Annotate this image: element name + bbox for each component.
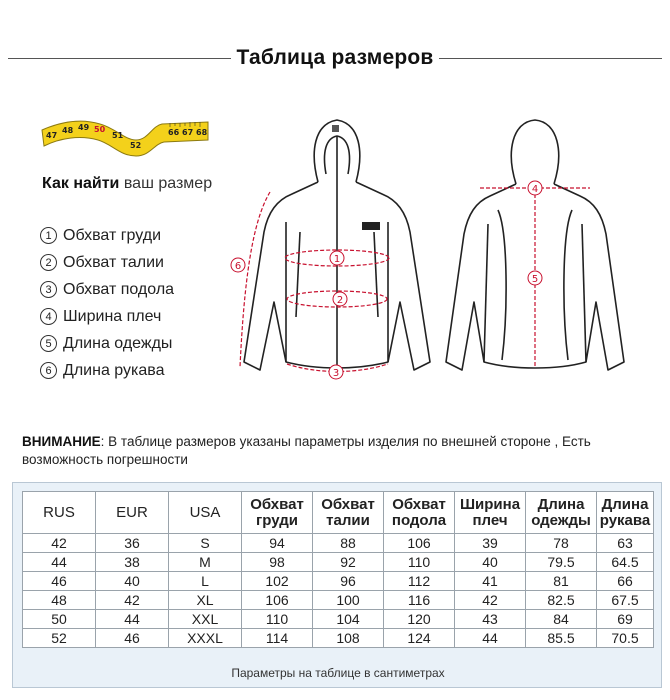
- table-cell: XL: [169, 591, 242, 610]
- table-cell: 44: [455, 629, 526, 648]
- measurement-item: [40, 276, 174, 303]
- table-cell: 88: [313, 534, 384, 553]
- tape-num: 50: [94, 125, 106, 134]
- table-cell: 85.5: [526, 629, 597, 648]
- size-table: [22, 491, 654, 648]
- table-cell: 36: [96, 534, 169, 553]
- table-cell: 79.5: [526, 553, 597, 572]
- measurement-list: [40, 222, 174, 384]
- table-cell: 104: [313, 610, 384, 629]
- header-waist: Обхват талии: [313, 492, 384, 534]
- table-cell: 46: [23, 572, 96, 591]
- measurement-item: [40, 330, 174, 357]
- table-cell: 38: [96, 553, 169, 572]
- table-cell: L: [169, 572, 242, 591]
- tape-num: 67: [182, 128, 194, 137]
- table-row: [23, 534, 654, 553]
- tape-num: 66: [168, 128, 180, 137]
- marker-6: 6: [234, 261, 242, 272]
- table-cell: 43: [455, 610, 526, 629]
- measurement-label: Ширина плеч: [63, 307, 162, 325]
- table-cell: 52: [23, 629, 96, 648]
- table-cell: 69: [597, 610, 654, 629]
- measurement-label: Обхват подола: [63, 280, 175, 298]
- attention-text: : В таблице размеров указаны параметры изделия по внешней стороне , Есть возможность погрешности: [22, 434, 591, 467]
- table-cell: 124: [384, 629, 455, 648]
- table-cell: 50: [23, 610, 96, 629]
- table-cell: 67.5: [597, 591, 654, 610]
- number-circle: 4: [40, 308, 57, 325]
- table-cell: 64.5: [597, 553, 654, 572]
- table-cell: 106: [242, 591, 313, 610]
- number-circle: 3: [40, 281, 57, 298]
- table-cell: 48: [23, 591, 96, 610]
- table-cell: 46: [96, 629, 169, 648]
- table-cell: 39: [455, 534, 526, 553]
- tape-num: 48: [62, 126, 74, 135]
- marker-5: 5: [531, 274, 539, 285]
- number-circle: 5: [40, 335, 57, 352]
- table-row: [23, 591, 654, 610]
- jacket-front-diagram: [222, 112, 442, 387]
- table-cell: 96: [313, 572, 384, 591]
- table-cell: 98: [242, 553, 313, 572]
- table-cell: 40: [96, 572, 169, 591]
- measurement-item: [40, 222, 174, 249]
- number-circle: 1: [40, 227, 57, 244]
- number-circle: 2: [40, 254, 57, 271]
- number-circle: 6: [40, 362, 57, 379]
- table-cell: XXXL: [169, 629, 242, 648]
- tape-measure-icon: [40, 100, 210, 160]
- tape-num: 68: [196, 128, 208, 137]
- table-footnote: Параметры на таблице в сантиметрах: [231, 666, 445, 680]
- measurement-label: Длина одежды: [63, 334, 173, 352]
- table-cell: M: [169, 553, 242, 572]
- measurement-label: Обхват груди: [63, 226, 162, 244]
- header-usa: USA: [169, 492, 242, 534]
- header-sleeve: Длина рукава: [597, 492, 654, 534]
- size-table-panel: [12, 482, 662, 688]
- header-shoulders: Ширина плеч: [455, 492, 526, 534]
- tape-num: 47: [46, 131, 58, 140]
- header-length: Длина одежды: [526, 492, 597, 534]
- table-cell: 42: [96, 591, 169, 610]
- table-cell: 70.5: [597, 629, 654, 648]
- table-cell: 110: [384, 553, 455, 572]
- table-cell: 42: [455, 591, 526, 610]
- table-cell: 116: [384, 591, 455, 610]
- header-eur: EUR: [96, 492, 169, 534]
- marker-1: 1: [333, 254, 341, 265]
- table-cell: S: [169, 534, 242, 553]
- marker-4: 4: [531, 184, 539, 195]
- table-header-row: [23, 492, 654, 534]
- table-cell: 44: [96, 610, 169, 629]
- table-cell: 40: [455, 553, 526, 572]
- table-cell: 66: [597, 572, 654, 591]
- jacket-back-diagram: [438, 112, 628, 387]
- table-cell: 102: [242, 572, 313, 591]
- table-row: [23, 610, 654, 629]
- tape-num: 49: [78, 123, 90, 132]
- table-cell: 92: [313, 553, 384, 572]
- page-title: Таблица размеров: [236, 46, 434, 69]
- howto-normal: ваш размер: [123, 175, 213, 192]
- table-cell: 44: [23, 553, 96, 572]
- title-box: [231, 42, 439, 74]
- table-cell: 106: [384, 534, 455, 553]
- marker-2: 2: [336, 295, 344, 306]
- table-cell: 42: [23, 534, 96, 553]
- header-chest: Обхват груди: [242, 492, 313, 534]
- table-cell: 78: [526, 534, 597, 553]
- table-cell: 114: [242, 629, 313, 648]
- table-cell: 112: [384, 572, 455, 591]
- header-rus: RUS: [23, 492, 96, 534]
- tape-num: 52: [130, 141, 142, 150]
- measurement-item: [40, 249, 174, 276]
- attention-label: ВНИМАНИЕ: [22, 434, 101, 449]
- table-cell: 108: [313, 629, 384, 648]
- header-hem: Обхват подола: [384, 492, 455, 534]
- table-row: [23, 572, 654, 591]
- table-cell: 120: [384, 610, 455, 629]
- table-cell: 81: [526, 572, 597, 591]
- measurement-item: [40, 303, 174, 330]
- tape-num: 51: [112, 131, 124, 140]
- table-cell: 41: [455, 572, 526, 591]
- attention-note: [22, 433, 662, 469]
- table-cell: 84: [526, 610, 597, 629]
- table-cell: XXL: [169, 610, 242, 629]
- howto-bold: Как найти: [42, 175, 120, 192]
- table-cell: 63: [597, 534, 654, 553]
- table-row: [23, 553, 654, 572]
- table-cell: 100: [313, 591, 384, 610]
- marker-3: 3: [332, 368, 340, 379]
- table-row: [23, 629, 654, 648]
- table-cell: 94: [242, 534, 313, 553]
- measurement-label: Длина рукава: [63, 361, 165, 379]
- measurement-item: [40, 357, 174, 384]
- measurement-label: Обхват талии: [63, 253, 164, 271]
- table-cell: 82.5: [526, 591, 597, 610]
- howto-heading: [42, 175, 212, 193]
- table-cell: 110: [242, 610, 313, 629]
